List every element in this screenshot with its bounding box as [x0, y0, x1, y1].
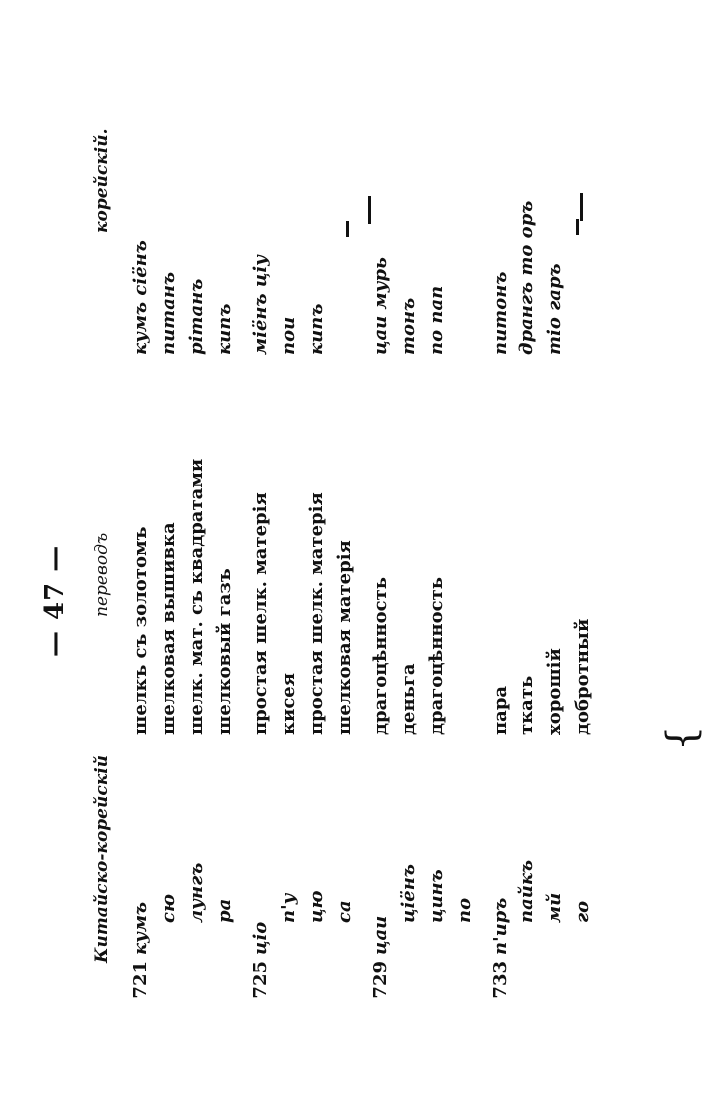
entry-korean: цаи мурь	[370, 257, 391, 355]
entry-russian: шелкъ съ золотомъ	[130, 526, 151, 735]
entry-chinese-korean: са	[334, 900, 355, 923]
entry-row	[513, 0, 541, 1113]
entry-chinese-korean: п'у	[278, 893, 299, 923]
column-header-korean: корейскій.	[92, 128, 112, 233]
margin-mark	[346, 221, 349, 237]
entry-chinese-korean: кумъ	[130, 901, 151, 955]
entry-korean: кумъ сіёнъ	[130, 240, 151, 355]
grouping-brace: {	[659, 725, 705, 751]
entry-chinese-korean: п'иръ	[490, 897, 511, 955]
entry-russian: добротный	[572, 618, 593, 735]
page-number: — 47 —	[40, 544, 70, 657]
margin-mark	[580, 193, 583, 221]
column-header-chinese-korean: Китайско-корейскій	[92, 754, 112, 963]
entry-russian: пара	[490, 685, 511, 735]
entry-row	[247, 0, 275, 1113]
entry-russian: драгоцѣнность	[426, 577, 447, 735]
entry-row	[331, 0, 359, 1113]
entry-russian: простая шелк. матерія	[306, 492, 327, 735]
entry-chinese-korean: пайкъ	[516, 859, 537, 923]
entry-russian: хорошій	[544, 648, 565, 735]
entry-russian: простая шелк. матерія	[250, 492, 271, 735]
entry-row	[367, 0, 395, 1113]
entry-number: 725	[250, 961, 271, 999]
entry-korean: тонъ	[398, 297, 419, 355]
entry-russian: шелк. мат. съ квадратами	[186, 458, 207, 735]
entry-chinese-korean: лунгъ	[186, 862, 207, 923]
entry-chinese-korean: мй	[544, 892, 565, 923]
entry-russian: драгоцѣнность	[370, 577, 391, 735]
entry-korean: пои	[278, 316, 299, 355]
entry-korean: кипъ	[306, 303, 327, 355]
entry-row	[395, 0, 423, 1113]
entry-row	[183, 0, 211, 1113]
entry-chinese-korean: ціёнъ	[398, 864, 419, 923]
entry-number: 729	[370, 961, 391, 999]
entry-number: 721	[130, 961, 151, 999]
entry-chinese-korean: цю	[306, 890, 327, 923]
entry-korean: дрангъ то оръ	[516, 200, 537, 355]
entry-korean: міёнъ ціу	[250, 255, 271, 355]
entry-russian: шелковая матерія	[334, 540, 355, 735]
entry-row	[155, 0, 183, 1113]
entry-russian: шелковая вышивка	[158, 522, 179, 735]
entry-row	[275, 0, 303, 1113]
entry-row	[303, 0, 331, 1113]
entry-korean: питанъ	[158, 271, 179, 355]
entry-korean: тіо гаръ	[544, 263, 565, 355]
entry-chinese-korean: го	[572, 900, 593, 923]
entry-number: 733	[490, 961, 511, 999]
entry-row	[569, 0, 597, 1113]
entry-row	[451, 0, 479, 1113]
entry-row	[487, 0, 515, 1113]
entry-korean: кипъ	[214, 303, 235, 355]
entry-korean: рітанъ	[186, 278, 207, 355]
entry-chinese-korean: ціо	[250, 921, 271, 955]
margin-mark	[368, 196, 371, 224]
entry-russian: ткать	[516, 675, 537, 735]
entry-row	[127, 0, 155, 1113]
entry-chinese-korean: по	[454, 897, 475, 923]
entry-korean: по пап	[426, 285, 447, 355]
entry-row	[423, 0, 451, 1113]
entry-chinese-korean: цаи	[370, 915, 391, 955]
column-header-russian: переводъ	[92, 532, 112, 617]
entry-row	[541, 0, 569, 1113]
entry-russian: кисея	[278, 672, 299, 735]
entry-chinese-korean: сю	[158, 894, 179, 923]
entry-chinese-korean: цинъ	[426, 869, 447, 923]
margin-mark	[576, 219, 579, 235]
entry-russian: шелковый газъ	[214, 568, 235, 735]
entry-korean: питонъ	[490, 271, 511, 355]
entry-row	[211, 0, 239, 1113]
entry-chinese-korean: ра	[214, 898, 235, 923]
entry-russian: деньга	[398, 663, 419, 735]
